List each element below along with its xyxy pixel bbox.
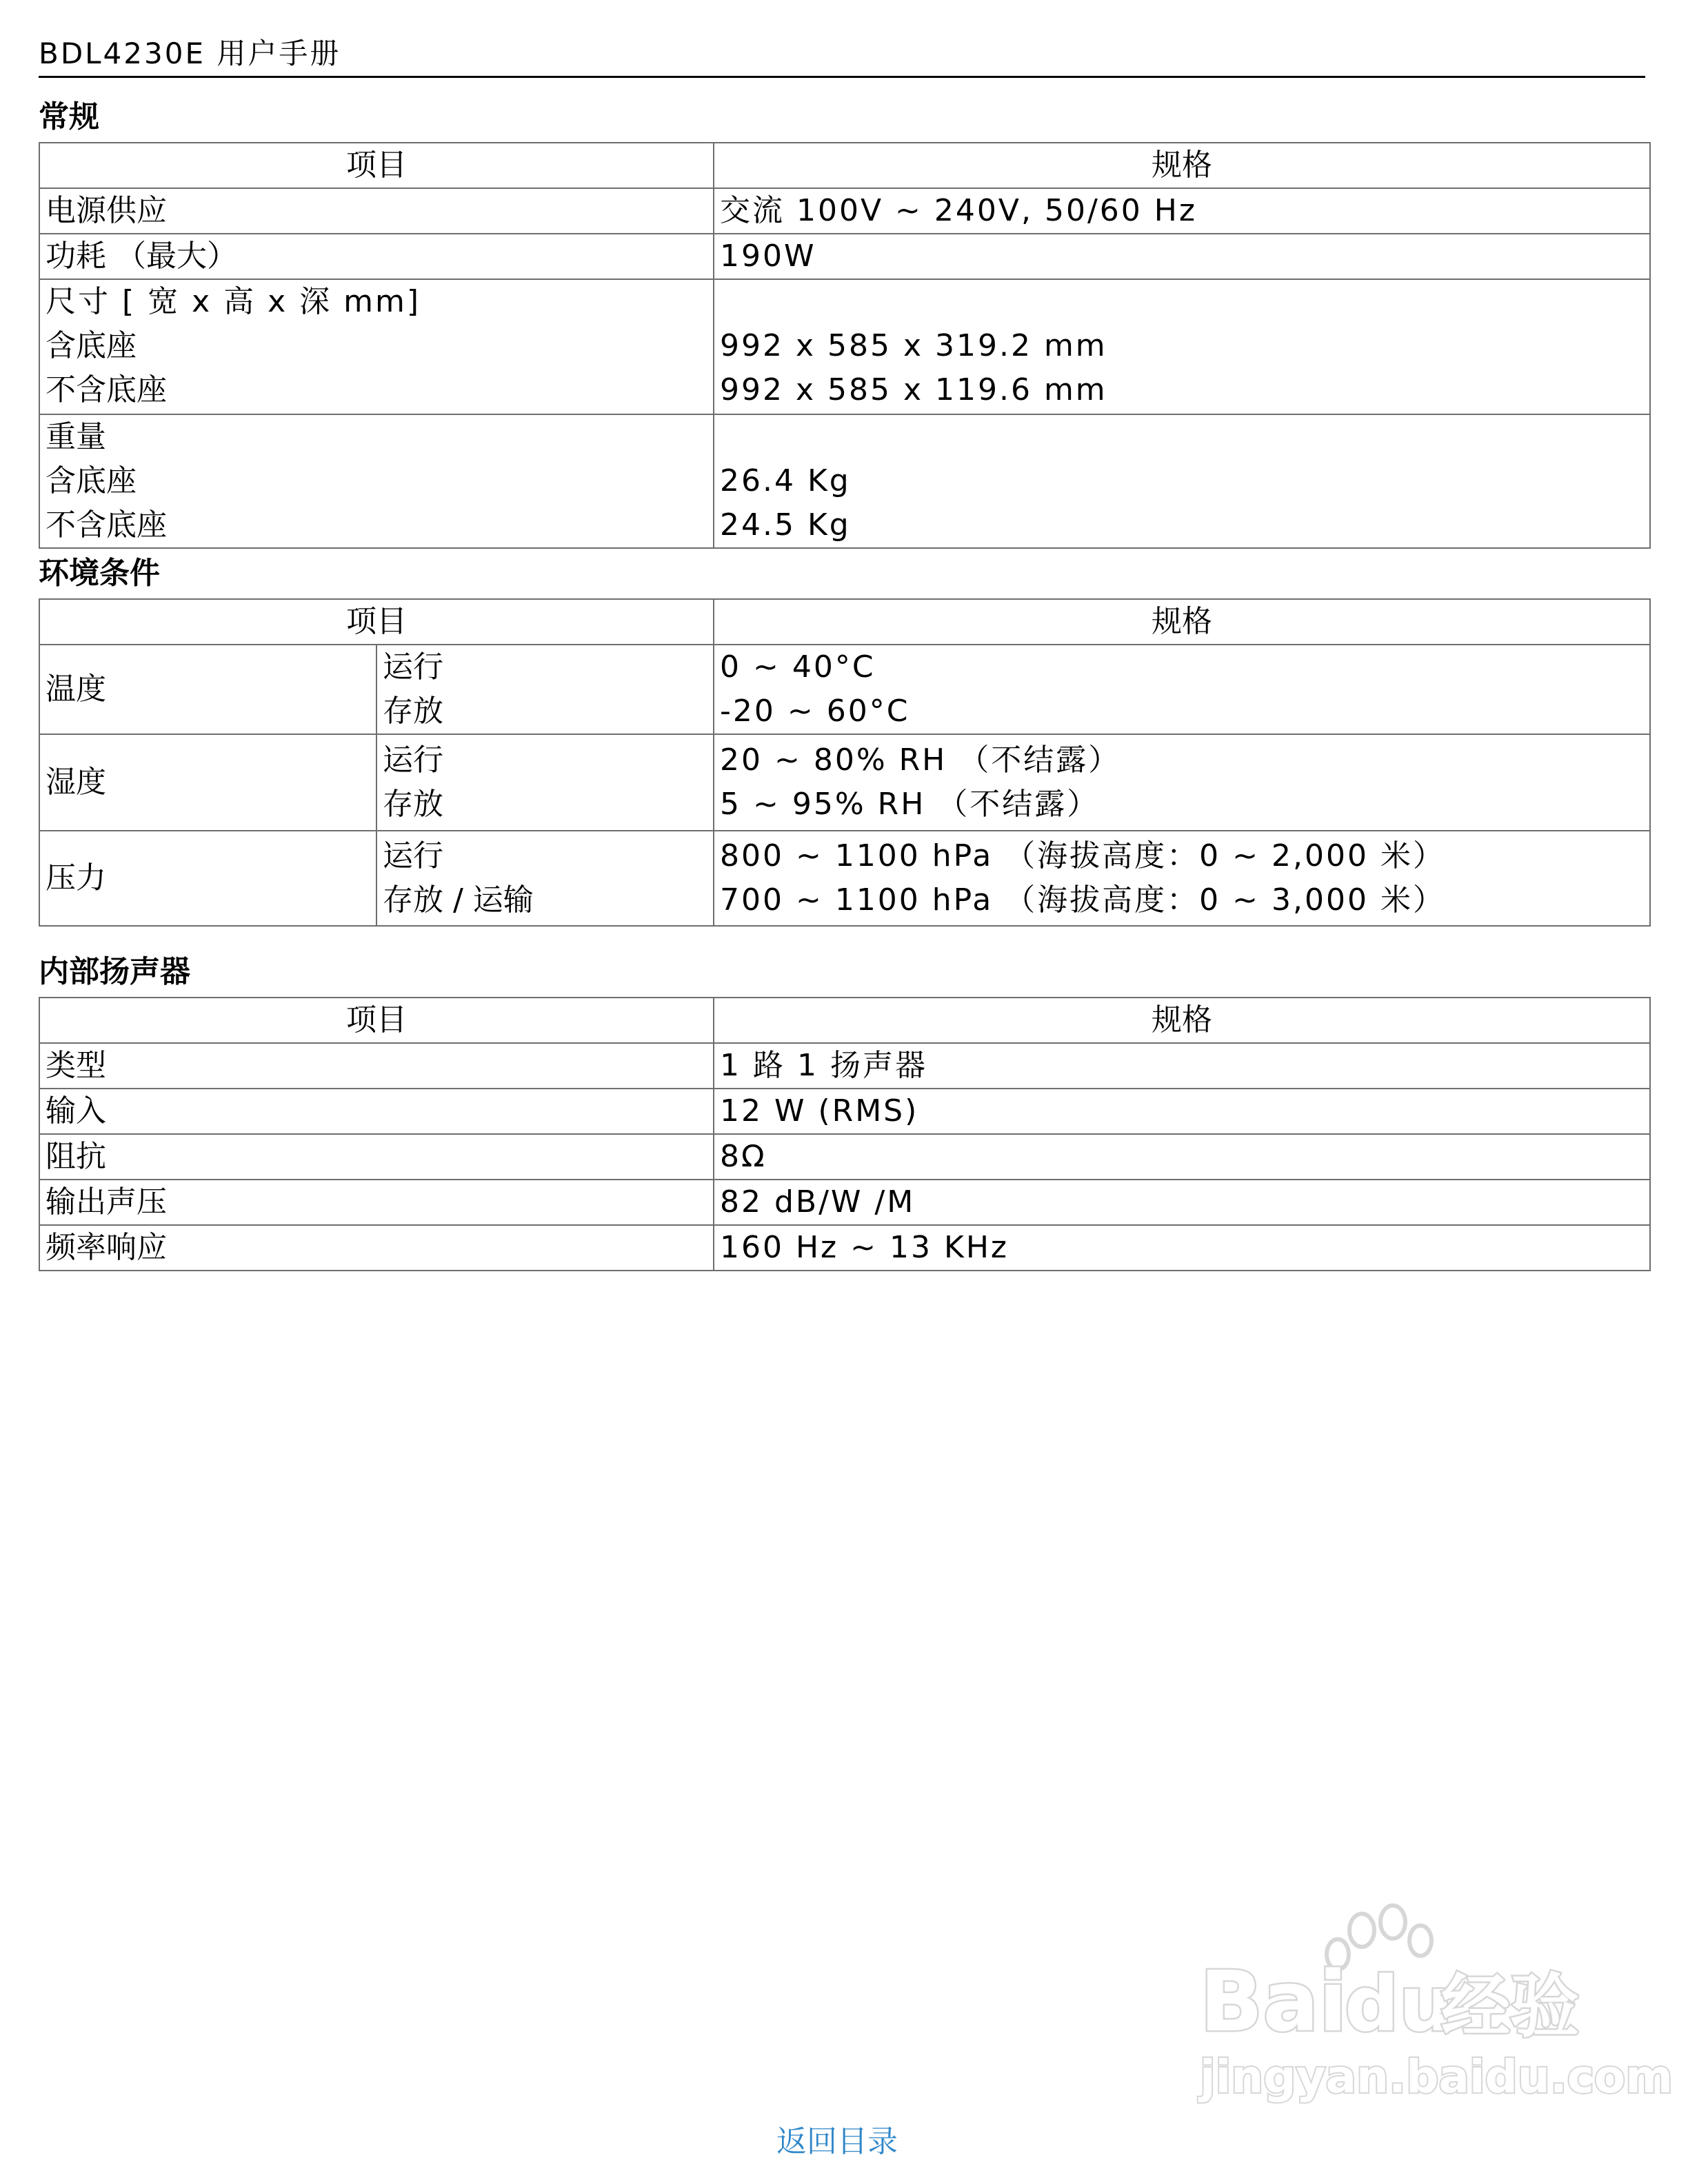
row-sublabel: 含底座 [46, 463, 137, 498]
table-row [39, 1180, 1650, 1225]
row-value: 82 dB/W /M [714, 1180, 1650, 1225]
row-value: 992 x 585 x 119.6 mm [720, 372, 1107, 407]
row-value: 12 W (RMS) [714, 1089, 1650, 1134]
row-value: 992 x 585 x 319.2 mm [720, 328, 1107, 363]
row-label: 输入 [39, 1089, 714, 1134]
table-row [39, 188, 1650, 234]
row-value: 1 路 1 扬声器 [714, 1043, 1650, 1089]
watermark-brand2: du [1345, 1960, 1454, 2048]
row-label: 阻抗 [39, 1134, 714, 1180]
table-row [39, 1043, 1650, 1089]
table-row [39, 1134, 1650, 1180]
col-header-item: 项目 [39, 998, 714, 1043]
row-value: 0 ~ 40°C [720, 649, 876, 685]
watermark-url: jingyan.baidu.com [1200, 2050, 1674, 2103]
col-header-item: 项目 [39, 599, 714, 645]
row-sublabel: 运行 [383, 742, 443, 778]
table-row [39, 734, 1650, 831]
speaker-section-title: 内部扬声器 [39, 954, 190, 989]
row-sublabel: 不含底座 [46, 507, 167, 543]
row-sublabel: 含底座 [46, 328, 137, 363]
environment-spec-table [39, 598, 1651, 927]
row-value: 160 Hz ~ 13 KHz [714, 1225, 1650, 1271]
document-header: BDL4230E 用户手册 [39, 33, 1645, 78]
row-label: 输出声压 [39, 1180, 714, 1225]
table-row [39, 279, 1650, 414]
row-label: 压力 [39, 831, 376, 926]
row-value: 交流 100V ~ 240V, 50/60 Hz [714, 188, 1650, 234]
row-label: 频率响应 [39, 1225, 714, 1271]
general-section-title: 常规 [39, 99, 99, 134]
row-label: 功耗 （最大） [39, 234, 714, 279]
watermark-cn: 经验 [1441, 1966, 1579, 2047]
col-header-spec: 规格 [714, 599, 1650, 645]
col-header-spec: 规格 [714, 143, 1650, 188]
row-value: 700 ~ 1100 hPa （海拔高度：0 ~ 3,000 米） [720, 882, 1445, 918]
row-label: 重量 [46, 419, 106, 454]
row-value: 24.5 Kg [720, 507, 851, 543]
speaker-spec-table [39, 997, 1651, 1271]
row-value: -20 ~ 60°C [720, 694, 910, 729]
row-label: 温度 [39, 645, 376, 734]
row-label: 尺寸 [ 宽 x 高 x 深 mm] [46, 284, 421, 319]
environment-section-title: 环境条件 [39, 556, 160, 591]
table-row [39, 1089, 1650, 1134]
row-sublabel: 运行 [383, 649, 443, 685]
back-to-contents-link[interactable]: 返回目录 [776, 2124, 898, 2159]
row-sublabel: 运行 [383, 838, 443, 873]
general-spec-table [39, 142, 1651, 549]
col-header-item: 项目 [39, 143, 714, 188]
row-value: 5 ~ 95% RH （不结露） [720, 787, 1100, 822]
row-value: 26.4 Kg [720, 463, 851, 498]
row-value: 20 ~ 80% RH （不结露） [720, 742, 1121, 778]
watermark-brand: Bai [1200, 1954, 1347, 2050]
row-sublabel: 存放 [383, 694, 443, 729]
table-row [39, 831, 1650, 926]
row-label: 电源供应 [39, 188, 714, 234]
row-label: 类型 [39, 1043, 714, 1089]
row-value: 8Ω [714, 1134, 1650, 1180]
row-sublabel: 存放 [383, 787, 443, 822]
row-value: 190W [714, 234, 1650, 279]
row-value: 800 ~ 1100 hPa （海拔高度：0 ~ 2,000 米） [720, 838, 1445, 873]
row-sublabel: 存放 / 运输 [383, 882, 534, 918]
table-row [39, 1225, 1650, 1271]
row-sublabel: 不含底座 [46, 372, 167, 407]
table-row [39, 414, 1650, 548]
table-row [39, 234, 1650, 279]
baidu-jingyan-watermark [1193, 1903, 1674, 2110]
col-header-spec: 规格 [714, 998, 1650, 1043]
row-label: 湿度 [39, 734, 376, 831]
table-row [39, 645, 1650, 734]
